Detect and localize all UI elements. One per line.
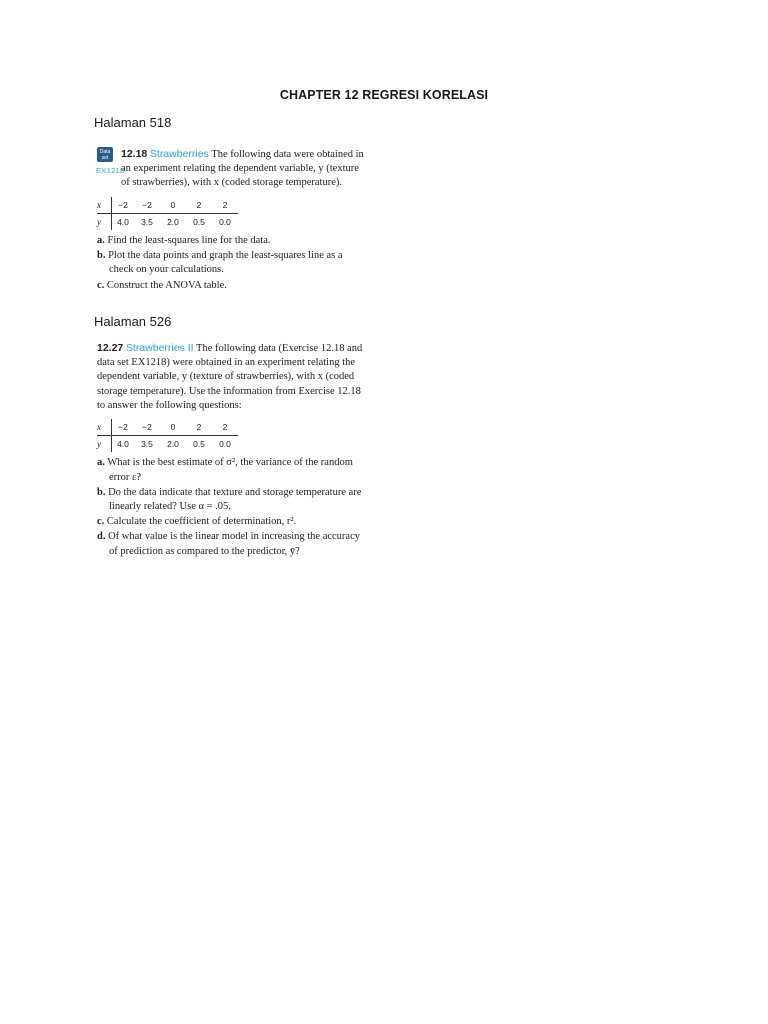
table-cell: 0 — [160, 197, 186, 214]
chapter-title: CHAPTER 12 REGRESI KORELASI — [279, 88, 489, 102]
table-cell: 0 — [160, 419, 186, 436]
x-label: x — [97, 419, 112, 436]
table-cell: −2 — [112, 197, 135, 214]
exercise-title: Strawberries II — [125, 342, 194, 354]
exercise-intro: obtained in an experiment relating the dependent variable, y (texture of strawberries), with x (coded storage temperature). — [121, 149, 364, 189]
exercise-header — [97, 147, 367, 191]
question-b: b. Plot the data points and graph the least-squares line as a check on your calculations. — [97, 250, 343, 276]
table-cell: 4.0 — [117, 216, 129, 227]
exercise-number: 12.27 — [97, 342, 124, 354]
table-cell: −2 — [134, 419, 160, 436]
table-cell: −2 — [134, 197, 160, 214]
table-cell: 2.0 — [167, 439, 179, 450]
data-set-icon: Data set — [97, 147, 113, 162]
data-table — [97, 419, 238, 452]
table-cell: 3.5 — [141, 439, 153, 450]
y-label: y — [97, 213, 112, 230]
table-cell: −2 — [112, 419, 135, 436]
question-c: c. Construct the ANOVA table. — [97, 279, 227, 291]
table-cell: 2 — [186, 197, 212, 214]
y-label: y — [97, 436, 112, 453]
table-cell: 0.5 — [193, 216, 205, 227]
table-cell: 2.0 — [167, 216, 179, 227]
exercise-12-27 — [97, 341, 367, 559]
table-cell: 2 — [212, 419, 238, 436]
question-d: d. Of what value is the linear model in increasing the accuracy of prediction as compared to the predictor, ȳ? — [97, 531, 360, 557]
data-table — [97, 197, 238, 230]
table-cell: 0.5 — [193, 439, 205, 450]
question-a: a. What is the best estimate of σ², the variance of the random error ε? — [97, 457, 353, 483]
page-heading-518: Halaman 518 — [94, 115, 172, 130]
exercise-number: 12.18 — [121, 148, 148, 160]
table-cell: 0.0 — [219, 216, 231, 227]
table-cell: 4.0 — [117, 439, 129, 450]
exercise-intro: The following data (Exercise 12.18 and data set EX1218) were obtained in an experiment relating the dependent variable, y (texture of strawberries), with x (coded storage temperature). Use the information from Exercise 12.18 to answer the following questions: — [97, 343, 363, 411]
question-a: a. Find the least-squares line for the data. — [97, 235, 271, 247]
question-c: c. Calculate the coefficient of determination, r². — [97, 516, 297, 528]
page-heading-526: Halaman 526 — [94, 314, 172, 329]
table-cell: 3.5 — [141, 216, 153, 227]
exercise-12-18 — [97, 147, 367, 293]
table-cell: 0.0 — [219, 439, 231, 450]
question-b: b. Do the data indicate that texture and storage temperature are linearly related? Use α = .05. — [97, 486, 362, 513]
dataset-code: EX1218 — [96, 166, 125, 175]
exercise-header — [97, 341, 367, 413]
x-label: x — [97, 197, 112, 214]
exercise-intro-line1: The following data were — [211, 149, 315, 160]
table-cell: 2 — [212, 197, 238, 214]
table-cell: 2 — [186, 419, 212, 436]
exercise-title: Strawberries — [149, 148, 209, 160]
